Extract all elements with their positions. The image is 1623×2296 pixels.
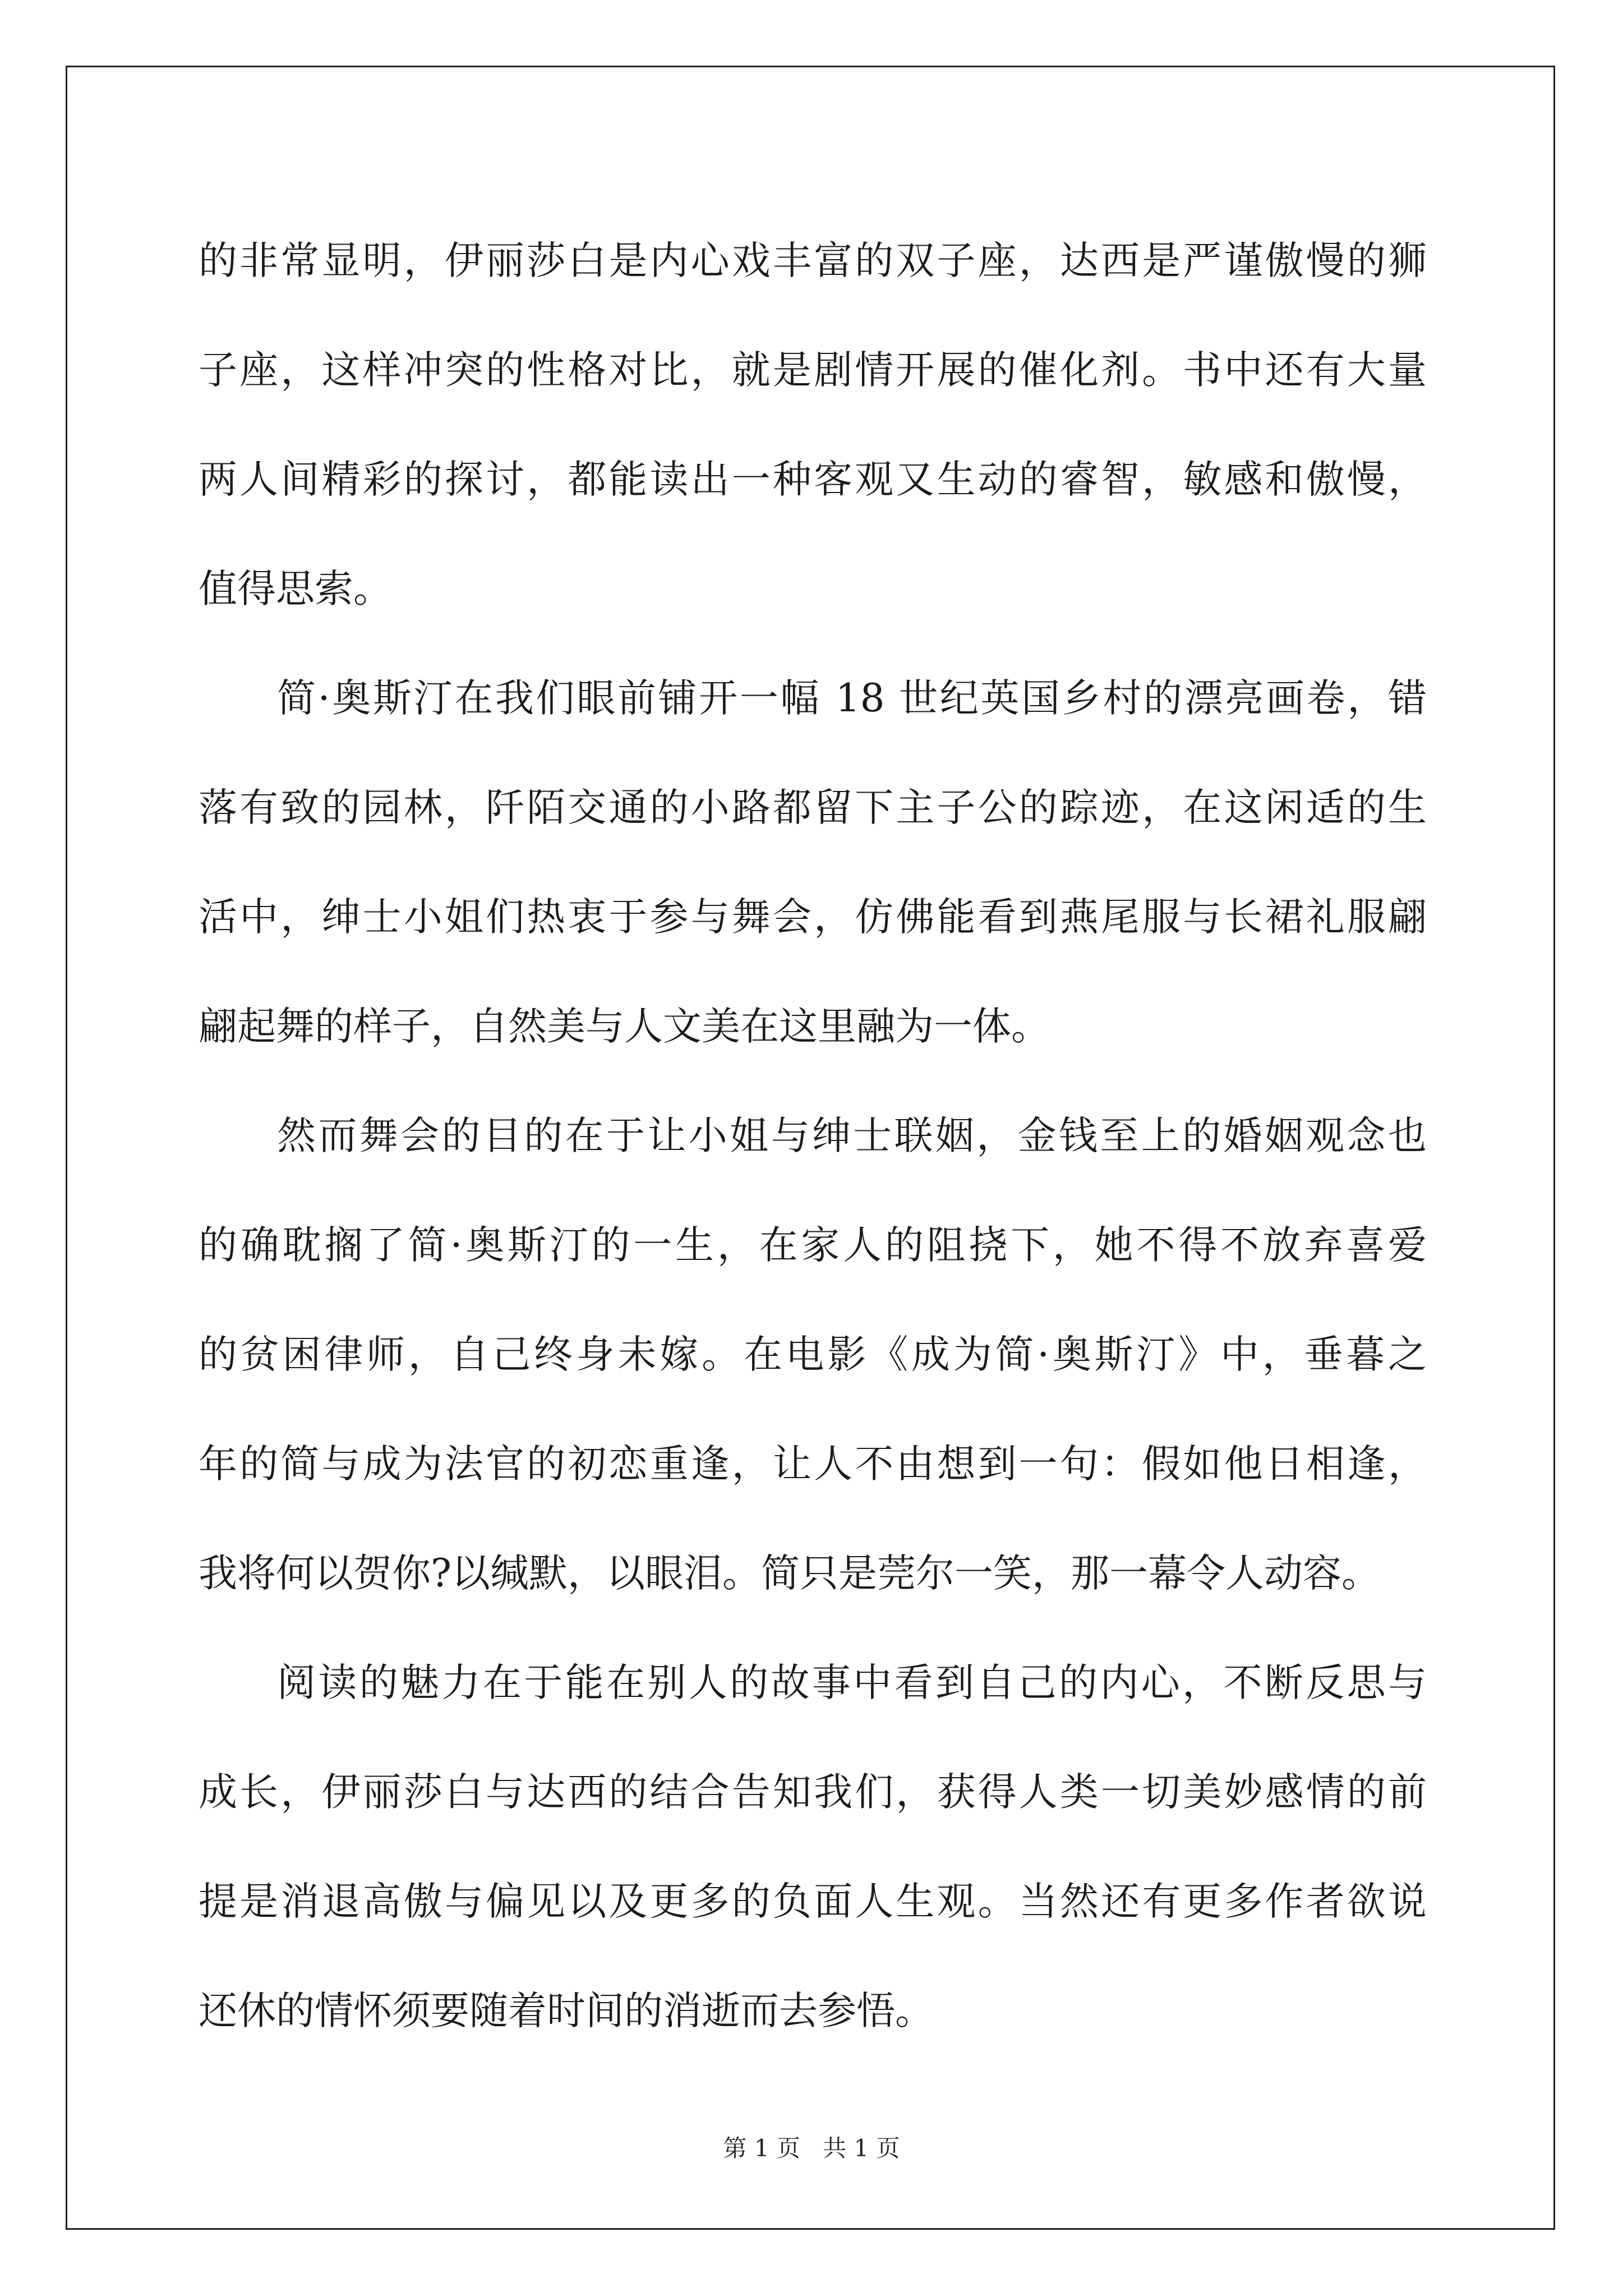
page-number: 第 1 页 — [723, 2134, 800, 2162]
text-line: 然而舞会的目的在于让小姐与绅士联姻，金钱至上的婚姻观念也 — [277, 1114, 1427, 1158]
document-body — [199, 206, 1427, 2066]
text-line: 成长，伊丽莎白与达西的结合告知我们，获得人类一切美妙感情的前 — [199, 1770, 1427, 1815]
text-line: 翩起舞的样子，自然美与人文美在这里融为一体。 — [199, 1004, 1050, 1049]
text-line: 我将何以贺你?以缄默，以眼泪。简只是莞尔一笑，那一幕令人动容。 — [199, 1551, 1380, 1596]
text-line: 活中，绅士小姐们热衷于参与舞会，仿佛能看到燕尾服与长裙礼服翩 — [199, 895, 1427, 940]
text-line: 的确耽搁了简·奥斯汀的一生，在家人的阻挠下，她不得不放弃喜爱 — [199, 1223, 1427, 1268]
text-line: 落有致的园林，阡陌交通的小路都留下主子公的踪迹，在这闲适的生 — [199, 785, 1427, 830]
text-line: 值得思索。 — [199, 567, 392, 611]
page-total: 共 1 页 — [823, 2134, 900, 2162]
text-line: 年的简与成为法官的初恋重逢，让人不由想到一句：假如他日相逢， — [199, 1442, 1427, 1487]
text-line: 的贫困律师，自己终身未嫁。在电影《成为简·奥斯汀》中，垂暮之 — [199, 1332, 1427, 1377]
text-line: 两人间精彩的探讨，都能读出一种客观又生动的睿智，敏感和傲慢， — [199, 457, 1427, 502]
text-line: 还休的情怀须要随着时间的消逝而去参悟。 — [199, 1989, 934, 2033]
text-line: 子座，这样冲突的性格对比，就是剧情开展的催化剂。书中还有大量 — [199, 348, 1427, 393]
text-line: 阅读的魅力在于能在别人的故事中看到自己的内心，不断反思与 — [277, 1660, 1427, 1705]
text-line: 提是消退高傲与偏见以及更多的负面人生观。当然还有更多作者欲说 — [199, 1879, 1427, 1924]
page-footer — [0, 2132, 1623, 2165]
text-line: 简·奥斯汀在我们眼前铺开一幅 18 世纪英国乡村的漂亮画卷，错 — [277, 676, 1427, 721]
text-line: 的非常显明，伊丽莎白是内心戏丰富的双子座，达西是严谨傲慢的狮 — [199, 238, 1427, 283]
